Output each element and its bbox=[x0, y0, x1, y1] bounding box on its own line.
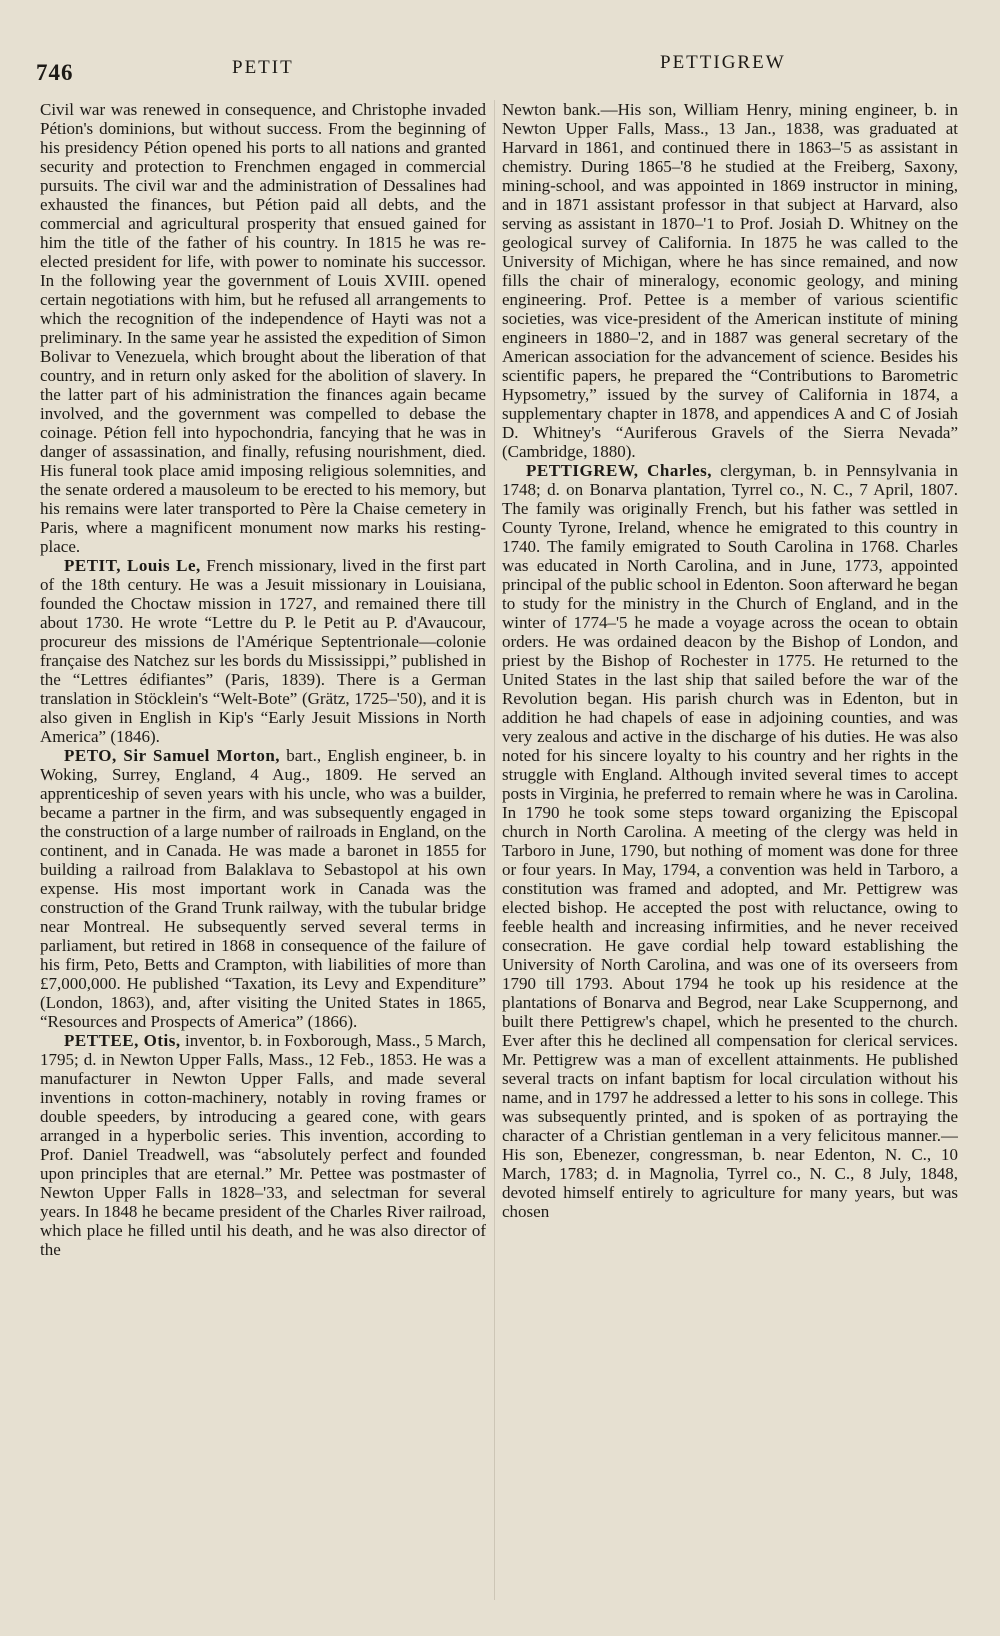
entry-headword: PETO, Sir Samuel Morton, bbox=[64, 746, 281, 765]
entry-headword: PETTIGREW, Charles, bbox=[526, 461, 713, 480]
running-head-left: PETIT bbox=[232, 57, 294, 78]
left-column bbox=[40, 100, 486, 1630]
continuation-paragraph: Newton bank.—His son, William Henry, mining engineer, b. in Newton Upper Falls, Mass., 13 Jan., 1838, was graduated at Harvard in 1861, and continued there in 1863–'5 as assistant in chemistry. During 1865–'8 he studied at the Freiberg, Saxony, mining-school, and was appointed in 1869 instructor in mining, and in 1871 assistant professor in that subject at Harvard, also serving as assistant in 1870–'1 to Prof. Josiah D. Whitney on the geological survey of California. In 1875 he was called to the University of Michigan, where he has since remained, and now fills the chair of mineralogy, economic geology, and mining engineering. Prof. Pettee is a member of various scientific societies, was vice-president of the American institute of mining engineers in 1880–'2, and in 1887 was general secretary of the American association for the advancement of science. Besides his scientific papers, he prepared the “Contributions to Barometric Hypsometry,” issued by the survey of California in 1874, a supplementary chapter in 1878, and appendices A and C of Josiah D. Whitney's “Auriferous Gravels of the Sierra Nevada” (Cambridge, 1880). bbox=[502, 100, 958, 461]
right-column bbox=[502, 100, 958, 1630]
column-divider bbox=[494, 100, 495, 1600]
entry-headword: PETIT, Louis Le, bbox=[64, 556, 201, 575]
entry-petit-louis bbox=[40, 556, 486, 746]
page-header bbox=[0, 52, 1000, 92]
entry-pettigrew-charles bbox=[502, 461, 958, 1221]
entry-headword: PETTEE, Otis, bbox=[64, 1031, 181, 1050]
continuation-paragraph: Civil war was renewed in consequence, and Christophe invaded Pétion's dominions, but without success. From the beginning of his presidency Pétion opened his ports to all nations and granted security and protection to Frenchmen engaged in commercial pursuits. The civil war and the administration of Dessalines had exhausted the finances, but Pétion paid all debts, and the commercial and agricultural prosperity that ensued gained for him the title of the father of his country. In 1815 he was re-elected president for life, with power to nominate his successor. In the following year the government of Louis XVIII. opened certain negotiations with him, but he refused all arrangements to which the recognition of the independence of Hayti was not a preliminary. In the same year he assisted the expedition of Simon Bolivar to Venezuela, which brought about the liberation of that country, and in return only asked for the abolition of slavery. In the latter part of his administration the finances again became involved, and the government was compelled to debase the coinage. Pétion fell into hypochondria, fancying that he was in danger of assassination, and finally, refusing nourishment, died. His funeral took place amid imposing religious solemnities, and the senate ordered a mausoleum to be erected to his memory, but his remains were later transported to Père la Chaise cemetery in Paris, where a magnificent monument now marks his resting-place. bbox=[40, 100, 486, 556]
entry-body: inventor, b. in Foxborough, Mass., 5 March, 1795; d. in Newton Upper Falls, Mass., 12 Feb., 1853. He was a manufacturer in Newton Upper Falls, and made several inventions in cotton-machinery, notably in roving frames or double speeders, by introducing a geared cone, with gears arranged in a hyperbolic series. This invention, according to Prof. Daniel Treadwell, was “absolutely perfect and founded upon principles that are eternal.” Mr. Pettee was postmaster of Newton Upper Falls in 1828–'33, and selectman for several years. In 1848 he became president of the Charles River railroad, which place he filled until his death, and he was also director of the bbox=[40, 1031, 486, 1259]
running-head-right: PETTIGREW bbox=[660, 52, 786, 73]
page-number: 746 bbox=[36, 60, 74, 85]
entry-body: bart., English engineer, b. in Woking, Surrey, England, 4 Aug., 1809. He served an apprenticeship of seven years with his uncle, who was a builder, became a partner in the firm, and was subsequently engaged in the construction of a large number of railroads in England, on the continent, and in Canada. He was made a baronet in 1855 for building a railroad from Balaklava to Sebastopol at his own expense. His most important work in Canada was the construction of the Grand Trunk railway, with the tubular bridge near Montreal. He subsequently served several terms in parliament, but retired in 1868 in consequence of the failure of his firm, Peto, Betts and Crampton, with liabilities of more than £7,000,000. He published “Taxation, its Levy and Expenditure” (London, 1863), and, after visiting the United States in 1865, “Resources and Prospects of America” (1866). bbox=[40, 746, 486, 1031]
entry-body: clergyman, b. in Pennsylvania in 1748; d. on Bonarva plantation, Tyrrel co., N. C., 7 April, 1807. The family was originally French, but his father was settled in County Tyrone, Ireland, whence he emigrated to this country in 1740. The family emigrated to South Carolina in 1768. Charles was educated in North Carolina, and in June, 1773, appointed principal of the public school in Edenton. Soon afterward he began to study for the ministry in the Church of England, and in the winter of 1774–'5 he made a voyage across the ocean to obtain orders. He was ordained deacon by the Bishop of London, and priest by the Bishop of Rochester in 1775. He returned to the United States in the last ship that sailed before the war of the Revolution began. His parish church was in Edenton, but in addition he had chapels of ease in adjoining counties, and was very zealous and active in the discharge of his duties. He was also noted for his sincere loyalty to his country and her rights in the struggle with England. Although invited several times to accept posts in Virginia, he preferred to remain where he was in Carolina. In 1790 he took some steps toward organizing the Episcopal church in North Carolina. A meeting of the clergy was held in Tarboro in June, 1790, but nothing of moment was done for three or four years. In May, 1794, a convention was held in Tarboro, a constitution was framed and adopted, and Mr. Pettigrew was elected bishop. He accepted the post with reluctance, owing to feeble health and increasing infirmities, and he never received consecration. He gave cordial help toward establishing the University of North Carolina, and was one of its overseers from 1790 till 1793. About 1794 he took up his residence at the plantations of Bonarva and Begrod, near Lake Scuppernong, and built there Pettigrew's chapel, which he presented to the church. Ever after this he declined all compensation for clerical services. Mr. Pettigrew was a man of excellent attainments. He published several tracts on infant baptism for local circulation without his name, and in 1797 he addressed a letter to his sons in college. This was subsequently printed, and is spoken of as portraying the character of a Christian gentleman in a very felicitous manner.—His son, Ebenezer, congressman, b. near Edenton, N. C., 10 March, 1783; d. in Magnolia, Tyrrel co., N. C., 8 July, 1848, devoted himself entirely to agriculture for many years, but was chosen bbox=[502, 461, 958, 1221]
entry-pettee-otis bbox=[40, 1031, 486, 1259]
entry-body: French missionary, lived in the first part of the 18th century. He was a Jesuit missionary in Louisiana, founded the Choctaw mission in 1727, and remained there till about 1730. He wrote “Lettre du P. le Petit au P. d'Avaucour, procureur des missions de l'Amérique Septentrionale—colonie française des Natchez sur les bords du Mississippi,” published in the “Lettres édifiantes” (Paris, 1839). There is a German translation in Stöcklein's “Welt-Bote” (Grätz, 1725–'50), and it is also given in English in Kip's “Early Jesuit Missions in North America” (1846). bbox=[40, 556, 486, 746]
entry-peto-samuel bbox=[40, 746, 486, 1031]
